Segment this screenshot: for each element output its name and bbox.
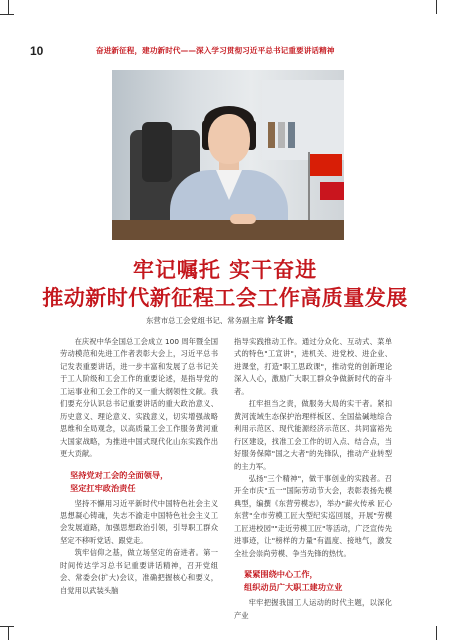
section-heading-1 — [60, 469, 218, 495]
page-number: 10 — [30, 44, 44, 58]
left-column — [60, 336, 218, 597]
paragraph: 坚持不懈用习近平新时代中国特色社会主义思想凝心铸魂，失志不渝走中国特色社会主义工会发展道路，加强思想政治引领，引导职工群众坚定不移听党话、跟党走。 — [60, 498, 218, 545]
paragraph: 弘扬"三个精神"，做干事创业的实践者。召开全市庆"五一"国际劳动节大会，表彰表扬先模典型，编撰《东营劳模志》，举办"薪火传承 匠心东营"全市劳模工匠大型纪实巡回展，开展"劳模工匠进校园""走近劳模工匠"等活动，广泛宣传先进事迹，让"榜样的力量"有温度、接地气，激发全社会崇尚劳模、争当先锋的热忱。 — [234, 473, 392, 558]
byline — [146, 314, 293, 326]
section-heading-1-line-b: 坚定扛牢政治责任 — [70, 482, 136, 493]
crop-mark-bottom-right — [436, 626, 437, 640]
paragraph: 指导实践推动工作。通过分众化、互动式、菜单式的特色"工宣讲"，进机关、进党校、进企业、进课堂，打造"职工思政课"，推动党的创新理论深入人心，激励广大职工群众争做新时代的奋斗者。 — [234, 337, 392, 396]
section-heading-1-line-a: 坚持党对工会的全面领导， — [70, 469, 169, 480]
section-heading-2 — [234, 568, 392, 594]
paragraph: 牢牢把握我国工人运动的时代主题，以深化产业 — [234, 598, 392, 620]
flag-icon — [310, 154, 342, 176]
crop-mark-bottom-left-h — [0, 626, 14, 627]
paragraph: 扛牢担当之责，做服务大局的实干者。紧扣黄河流域生态保护治理样板区、全国盐碱地综合利用示范区、现代能源经济示范区、共同富裕先行区建设，找准工会工作的切入点、结合点，当好服务保障"国之大者"的先锋队，推动产业转型的主力军。 — [234, 399, 392, 471]
portrait-photo — [112, 70, 344, 240]
paragraph: 筑牢信仰之基，做立场坚定的奋进者。第一时间传达学习总书记重要讲话精神，召开党组会、常委会(扩大)会议，准确把握核心和要义，自觉用以武装头脑 — [60, 548, 218, 595]
section-heading-2-line-a: 紧紧围绕中心工作， — [244, 569, 318, 580]
right-column — [234, 336, 392, 622]
running-head: 奋进新征程，建功新时代——深入学习贯彻习近平总书记重要讲话精神 — [96, 46, 335, 55]
crop-mark-top-left — [8, 0, 9, 14]
byline-author: 许冬霞 — [267, 316, 294, 326]
article-title-line-2: 推动新时代新征程工会工作高质量发展 — [42, 286, 408, 310]
crop-mark-top-right — [436, 0, 437, 14]
article-title-line-1: 牢记嘱托 实干奋进 — [132, 258, 318, 282]
paragraph: 在庆祝中华全国总工会成立 100 周年暨全国劳动模范和先进工作者表彰大会上，习近平总书记发表重要讲话，进一步丰富和发展了总书记关于工人阶级和工会工作的重要论述，是指导党的工运事业和工会工作的又一重大纲领性文献。我们要充分认识总书记重要讲话的重大政治意义、历史意义、理论意义、实践意义，切实增强战略思维和全局观念，以高质量工会工作服务黄河重大国家战略，为推进中国式现代化山东实践作出更大贡献。 — [60, 337, 218, 459]
crop-mark-bottom-left — [8, 626, 9, 640]
crop-mark-top-left-h — [0, 14, 14, 15]
section-heading-2-line-b: 组织动员广大职工建功立业 — [244, 582, 343, 593]
byline-role: 东营市总工会党组书记、常务副主席 — [146, 316, 265, 325]
